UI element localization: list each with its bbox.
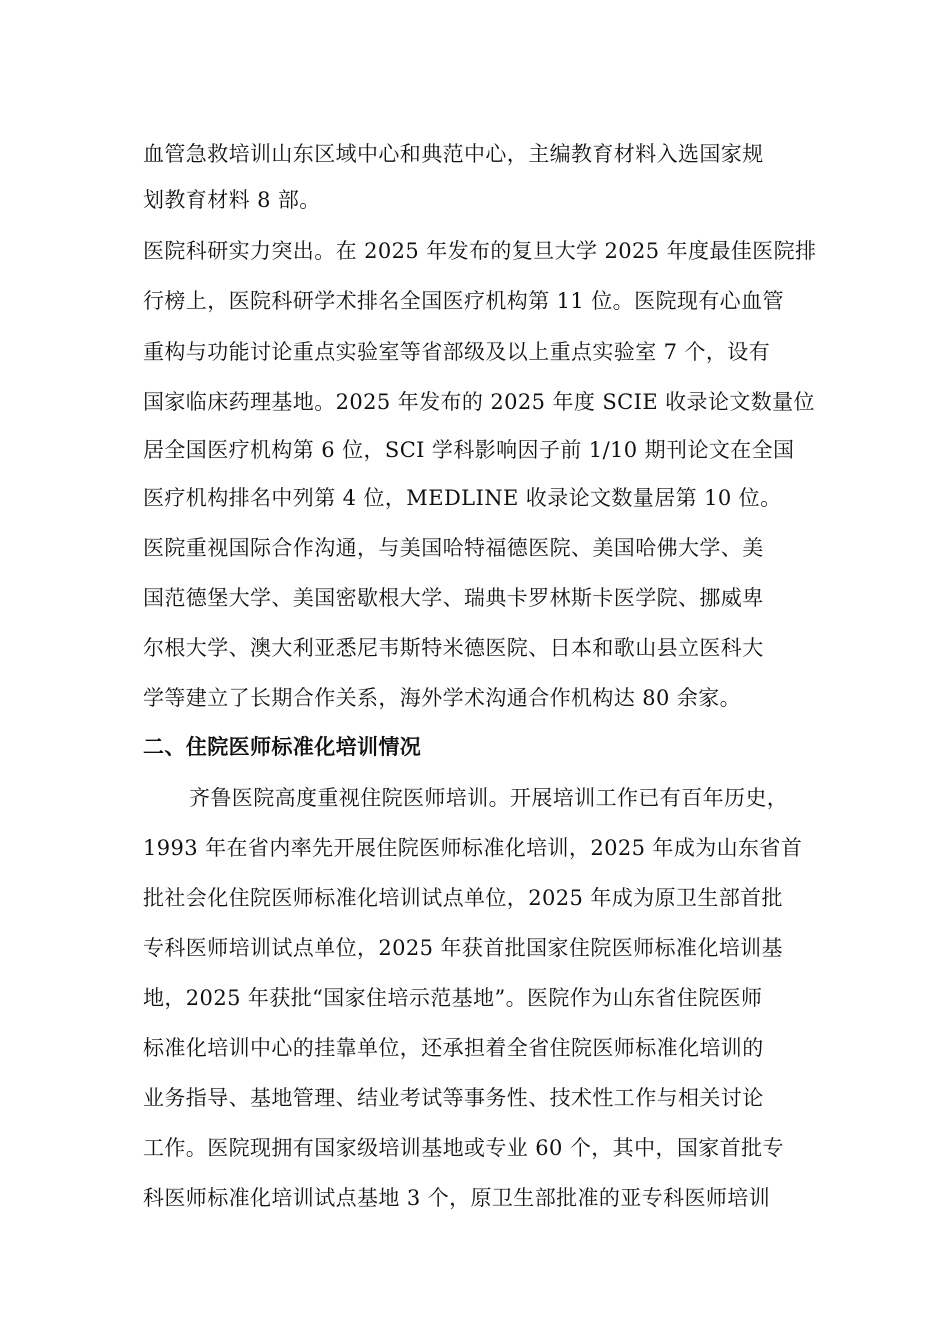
paragraph-line: 专科医师培训试点单位，2025 年获首批国家住院医师标准化培训基 <box>143 936 783 960</box>
paragraph-line: 科医师标准化培训试点基地 3 个，原卫生部批准的亚专科医师培训 <box>143 1186 771 1210</box>
paragraph-line: 齐鲁医院高度重视住院医师培训。开展培训工作已有百年历史， <box>189 786 789 810</box>
paragraph-line: 尔根大学、澳大利亚悉尼韦斯特米德医院、日本和歌山县立医科大 <box>143 636 764 660</box>
paragraph-line: 批社会化住院医师标准化培训试点单位，2025 年成为原卫生部首批 <box>143 886 783 910</box>
paragraph-line: 学等建立了长期合作关系，海外学术沟通合作机构达 80 余家。 <box>143 686 742 710</box>
paragraph-line: 重构与功能讨论重点实验室等省部级及以上重点实验室 7 个，设有 <box>143 340 771 364</box>
paragraph-line: 医院重视国际合作沟通，与美国哈特福德医院、美国哈佛大学、美 <box>143 536 764 560</box>
paragraph-line: 血管急救培训山东区域中心和典范中心，主编教育材料入选国家规 <box>143 142 764 166</box>
paragraph-line: 划教育材料 8 部。 <box>143 188 321 212</box>
paragraph-line: 居全国医疗机构第 6 位，SCI 学科影响因子前 1/10 期刊论文在全国 <box>143 438 795 462</box>
paragraph-line: 标准化培训中心的挂靠单位，还承担着全省住院医师标准化培训的 <box>143 1036 764 1060</box>
paragraph-line: 地，2025 年获批“国家住培示范基地”。医院作为山东省住院医师 <box>143 986 763 1010</box>
paragraph-line: 1993 年在省内率先开展住院医师标准化培训，2025 年成为山东省首 <box>143 836 803 860</box>
paragraph-line: 业务指导、基地管理、结业考试等事务性、技术性工作与相关讨论 <box>143 1086 764 1110</box>
paragraph-line: 医疗机构排名中列第 4 位，MEDLINE 收录论文数量居第 10 位。 <box>143 486 782 510</box>
paragraph-line: 工作。医院现拥有国家级培训基地或专业 60 个，其中，国家首批专 <box>143 1136 784 1160</box>
section-heading: 二、住院医师标准化培训情况 <box>143 735 422 759</box>
paragraph-line: 国家临床药理基地。2025 年发布的 2025 年度 SCIE 收录论文数量位 <box>143 390 815 414</box>
paragraph-line: 国范德堡大学、美国密歇根大学、瑞典卡罗林斯卡医学院、挪威卑 <box>143 586 764 610</box>
paragraph-line: 医院科研实力突出。在 2025 年发布的复旦大学 2025 年度最佳医院排 <box>143 239 817 263</box>
paragraph-line: 行榜上，医院科研学术排名全国医疗机构第 11 位。医院现有心血管 <box>143 289 784 313</box>
